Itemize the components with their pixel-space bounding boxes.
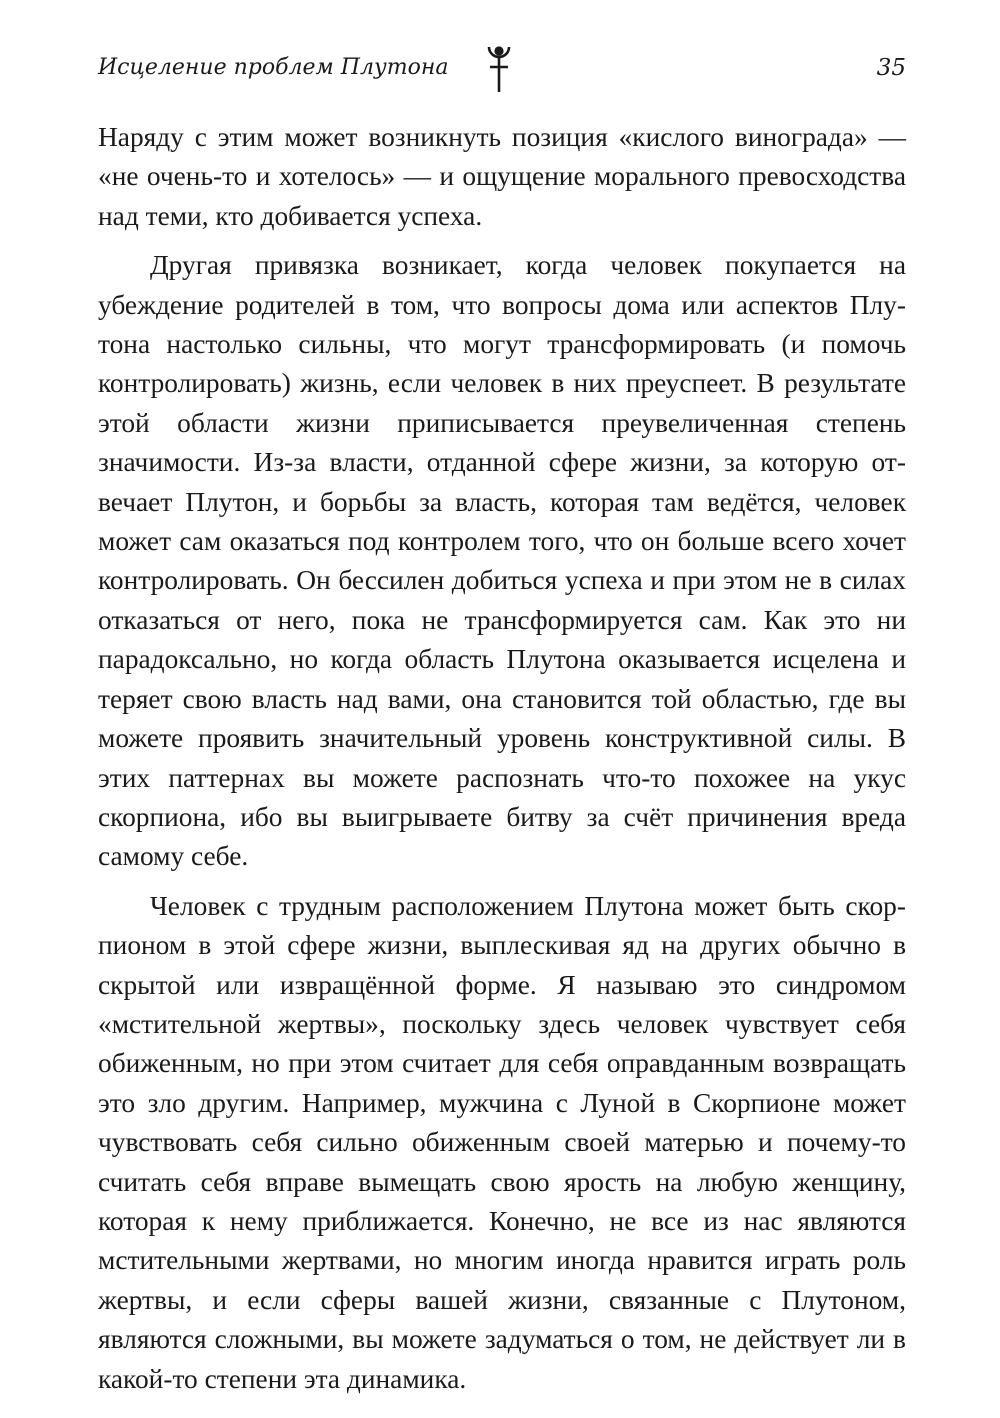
page-number: 35 <box>876 55 906 81</box>
paragraph-1: Наряду с этим может возникнуть позиция «кислого винограда» — «не очень-то и хотелось» — и ощущение морального превосходства над теми, кто добивается успеха. <box>98 122 906 231</box>
running-title: Исцеление проблем Плутона <box>98 55 449 80</box>
running-header <box>98 50 906 98</box>
paragraph-3: Человек с трудным расположением Плутона может быть скорпионом в этой сфере жизни, выплескивая яд на других обычно в скрытой или извращённой форме. Я называю это синдромом «мстительной жертвы», поскольку здесь человек чувствует себя обиженным, но при этом считает для себя оправданным возвращать это зло другим. Например, мужчина с Луной в Скорпионе может чувствовать себя сильно обиженным своей матерью и почему-то считать себя вправе вымещать свою ярость на любую женщину, которая к нему приближается. Конечно, не все из нас являются мстительными жертвами, но многим иногда нравится играть роль жертвы, и если сферы вашей жизни, связанные с Плутоном, являются сложными, вы можете задуматься о том, не действует ли в какой-то степени эта динамика. <box>98 890 906 1394</box>
paragraph-2: Другая привязка возникает, когда человек покупается на убеждение родителей в том, что вопросы дома или аспектов Плутона настолько сильны, что могут трансформировать (и помочь контролировать) жизнь, если человек в них преуспеет. В результате этой области жизни приписывается преувеличенная степень значимости. Из-за власти, отданной сфере жизни, за которую отвечает Плутон, и борьбы за власть, которая там ведётся, человек может сам оказаться под контролем того, что он больше всего хочет контролировать. Он бессилен добиться успеха и при этом не в силах отказаться от него, пока не трансформируется сам. Как это ни парадоксально, но когда область Плутона оказывается исцелена и теряет свою власть над вами, она становится той областью, где вы можете проявить значительный уровень конструктивной силы. В этих паттернах вы можете распознать что-то похожее на укус скорпиона, ибо вы выигрываете битву за счёт причинения вреда самому себе. <box>98 250 906 872</box>
body-text <box>98 118 906 1409</box>
pluto-symbol-icon <box>482 44 516 96</box>
